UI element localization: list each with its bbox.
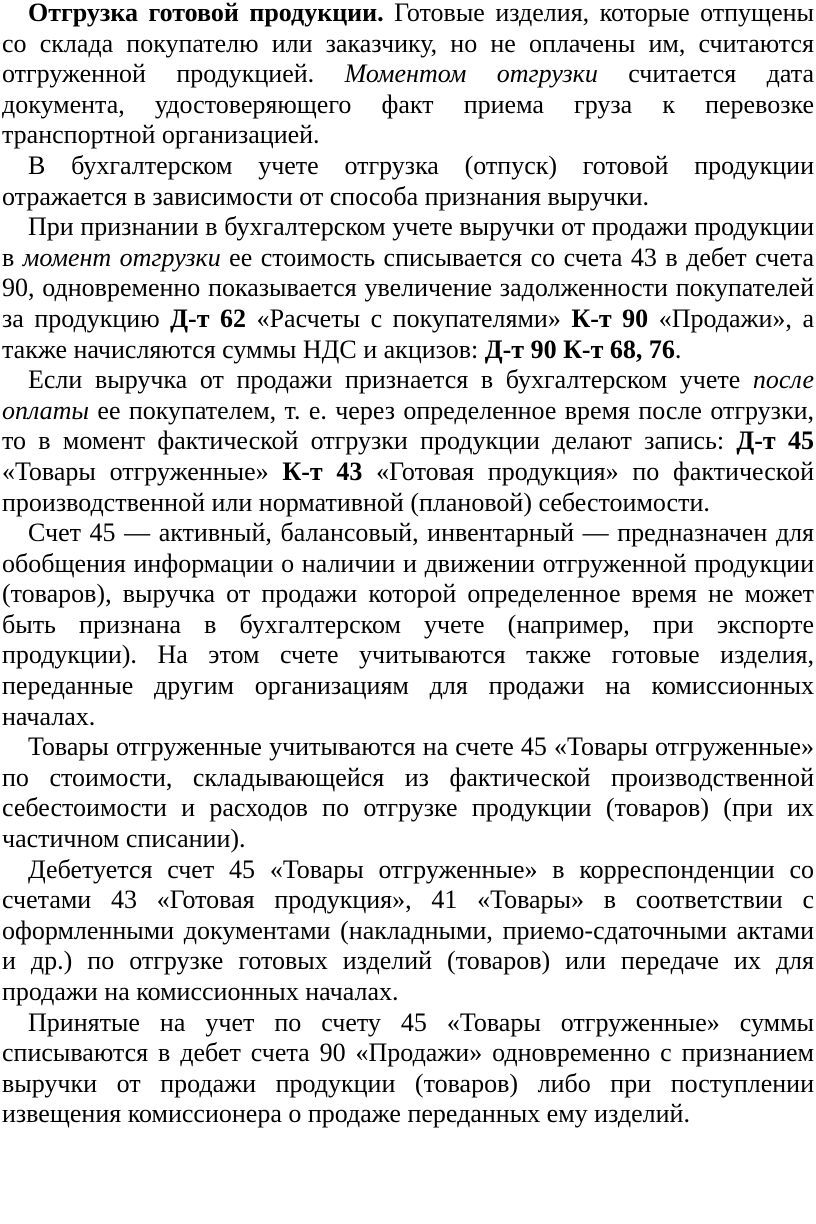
- italic-text: Моментом отгрузки: [344, 59, 598, 89]
- bold-text: Отгрузка готовой продукции.: [28, 0, 384, 27]
- paragraph-shipped-goods-valuation: [2, 732, 814, 854]
- paragraph-shipment-definition: [2, 0, 814, 151]
- text-run: ее стоимость списывается со счета 43 в дебет счета 90, одновременно показывается увеличение задолженности покупателей за продукцию: [2, 242, 814, 333]
- bold-text: К-т 43: [282, 456, 363, 486]
- bold-text: К-т 90: [571, 303, 649, 333]
- bold-text: Д-т 62: [170, 303, 247, 333]
- text-run: Счет 45 — активный, балансовый, инвентарный — предназначен для обобщения информации о наличии и движении отгруженной продукции (товаров), выручка от продажи которой определенное время не может быть признана в бухгалтерском учете (например, при экспорте продукции). На этом счете учитываются также готовые изделия, переданные другим организациям для продажи на комиссионных началах.: [2, 518, 814, 731]
- text-run: «Расчеты с покупателями»: [246, 303, 572, 333]
- text-run: .: [674, 334, 682, 364]
- text-run: В бухгалтерском учете отгрузка (отпуск) готовой продукции отражается в зависимости от способа признания выручки.: [2, 150, 814, 211]
- paragraph-account-45-description: [2, 518, 814, 732]
- text-run: Товары отгруженные учитываются на счете 45 «Товары отгруженные» по стоимости, складывающейся из фактической производственной себестоимости и расходов по отгрузке продукции (товаров) (при их частичном списании).: [2, 732, 814, 854]
- bold-text: Д-т 90 К-т 68, 76: [484, 334, 675, 364]
- text-run: При признании в бухгалтерском учете выручки от продажи продукции в: [2, 212, 814, 272]
- text-run: Готовые изделия, которые отпущены со склада покупателю или заказчику, но не оплачены им, считаются отгруженной продукцией.: [2, 0, 814, 89]
- text-run: Принятые на учет по счету 45 «Товары отгруженные» суммы списываются в дебет счета 90 «Продажи» одновременно с признанием выручки от продажи продукции (товаров) либо при поступлении извещения комиссионера о продаже переданных ему изделий.: [2, 1007, 814, 1129]
- text-run: «Продажи», а также начисляются суммы НДС и акцизов:: [2, 303, 814, 364]
- paragraph-account-45-debit: [2, 855, 814, 1008]
- text-run: «Товары отгруженные»: [2, 456, 283, 486]
- bold-text: Д-т 45: [736, 426, 814, 456]
- paragraph-recognition-after-payment: [2, 365, 814, 518]
- paragraph-revenue-recognition: [2, 151, 814, 212]
- italic-text: момент отгрузки: [22, 242, 221, 272]
- text-run: считается дата документа, удостоверяющего факт приема груза к перевозке транспортной организацией.: [2, 59, 814, 150]
- text-run: Если выручка от продажи признается в бухгалтерском учете: [28, 365, 753, 395]
- text-run: ее покупателем, т. е. через определенное время после отгрузки, то в момент фактической отгрузки продукции делают запись:: [2, 395, 814, 456]
- paragraph-account-45-writeoff: [2, 1008, 814, 1130]
- text-run: Дебетуется счет 45 «Товары отгруженные» в корреспонденции со счетами 43 «Готовая продукция», 41 «Товары» в соответствии с оформленными документами (накладными, приемо-сдаточными актами и др.) по отгрузке готовых изделий (товаров) или передаче их для продажи на комиссионных началах.: [2, 854, 814, 1006]
- paragraph-recognition-at-shipment: [2, 212, 814, 365]
- text-run: «Готовая продукция» по фактической производственной или нормативной (плановой) себестоимости.: [2, 456, 814, 517]
- italic-text: после оплаты: [2, 365, 814, 425]
